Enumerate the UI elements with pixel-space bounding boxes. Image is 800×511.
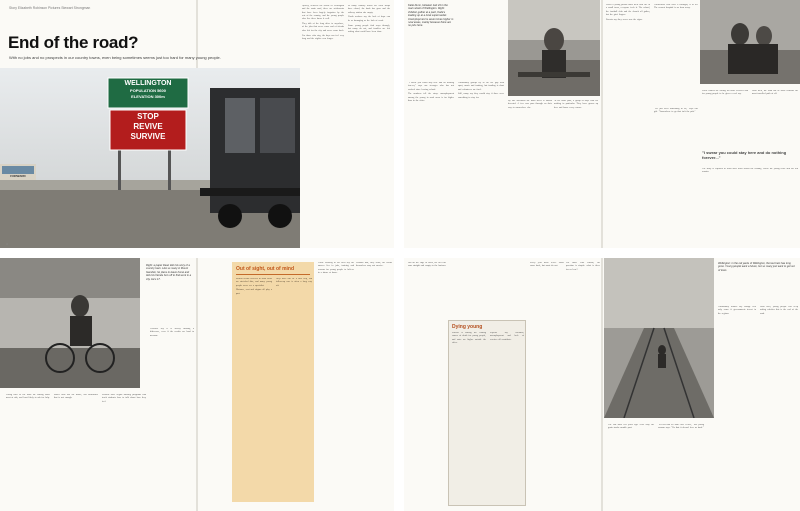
gutter: [601, 0, 603, 248]
girl-on-bench-photo: [508, 0, 600, 96]
body-column: Schools have begun running programs that teach students how to talk about how they feel.: [102, 394, 146, 403]
body-column: Those working in the field say the answer lies in jobs, training and reasons for young people to believe in a future at home.: [318, 262, 354, 274]
town-sign-name: WELLINGTON: [124, 80, 172, 87]
article-headline: End of the road?: [8, 33, 139, 52]
pull-quote: "I swear you could stay here and do nothing forever...": [702, 150, 787, 160]
spread-3: [0, 258, 394, 511]
couple-photo: [700, 0, 800, 84]
spread-4: [404, 258, 800, 511]
body-column: Community leaders say change will only come if governments invest in the regions.: [718, 306, 756, 315]
body-column: When a young person takes their own life in a small town, everyone feels it. The school, the football club and the church all gather, but the grief lingers. Parents say they never saw the signs.: [606, 4, 650, 21]
article-kicker: Story Elizabeth Robinson Pictures Stewart Strongman: [9, 6, 91, 10]
body-column: Until then, the road out of town remains the most travelled path of all.: [752, 90, 798, 96]
town-sign-elevation: ELEVATION 300m: [131, 94, 165, 99]
page-number: 4: [6, 242, 8, 246]
sidebar-text: Help lines can be a first step, but follow-up care is often a long way off.: [276, 278, 312, 287]
body-column: By late afternoon the main street is almost deserted. A few cars pass through on their way to somewhere else.: [508, 100, 552, 109]
sidebar-rule: [236, 274, 310, 275]
body-column: "It's not that we don't love it here," one young woman says. "It's that it doesn't love us back.": [658, 424, 704, 430]
tracks-photo-art: [604, 258, 714, 418]
road-sign-survive: SURVIVE: [130, 132, 166, 141]
body-column: Young men in the bush are among those most at risk, and least likely to ask for help.: [6, 394, 50, 400]
body-column: "We just need something to do," says one girl. "Somewhere to go that isn't the pub.": [654, 108, 698, 114]
photo-caption: Wellington: in the rail yards of Wellington, the last train has long gone. Young people want a future, but so many just want to get out of town.: [718, 262, 795, 272]
spread-1: [0, 0, 394, 248]
town-sign-population: POPULATION 5600: [130, 88, 166, 93]
sidebar-title: Out of sight, out of mind: [236, 266, 295, 272]
photo-caption: Katie Dunn, between 1ed 24 in the main street of Wellington. Right: children gather at a park, Katie's loading up at a local supermarket. Unemployment is seven times higher in rural areas, mainly because there are no jobs here.: [408, 4, 454, 28]
body-column: Local leaders are calling for more services and for young people to be given a real say.: [702, 90, 748, 96]
body-column: The story is repeated in town after town across the country, where the young leave and the old remain.: [702, 168, 798, 174]
body-column: For those who remain, the question is simple: what is there for us here?: [566, 262, 600, 271]
info-box-text: Suicide is among the leading causes of death for young people, and rates are higher outside the cities.: [452, 332, 486, 344]
info-box-text: Experts say isolation, unemployment and lack of services all contribute.: [490, 332, 524, 341]
boy-on-bike-photo: [0, 258, 140, 388]
body-column: Every year more leave. Some come back, but most do not.: [530, 262, 564, 268]
body-column: Out on the edge of town, the rail line runs straight and empty to the horizon.: [408, 262, 446, 268]
gutter: [601, 258, 603, 511]
body-column: At the skate park, a group of boys wait for nothing in particular. They have grown up here and know every corner.: [554, 100, 598, 109]
info-box-title: Dying young: [452, 324, 483, 330]
spread-2: [404, 0, 800, 248]
sidebar-text: Mental health services in rural areas are stretched thin, and many young people never see a specialist. Distance, cost and stigma all play a part.: [236, 278, 272, 295]
girl-on-bench-photo-art: [508, 0, 600, 96]
photo-caption: Right: a paper Dean tells his story of a country town. Like so many in Mount Gambier, he plans to leave home and tells his friends he's off to find work in a city. He's 17.: [146, 264, 192, 281]
billboard-label: FORWARD: [10, 174, 26, 178]
tracks-photo: [604, 258, 714, 418]
body-column: In many country towns the local shops have closed, the bank has gone and the railway station sits empty. Youth workers say the lack of hope can be as damaging as the lack of work. Some young people find ways through, but many do not, and families are left asking what could have been done.: [348, 5, 390, 34]
body-column: Teachers say it is slowly making a difference, even if the results are hard to measure.: [150, 328, 194, 337]
body-column: Mates look out for mates, but sometimes that is not enough.: [54, 394, 98, 400]
road-sign-revive: REVIVE: [133, 122, 163, 131]
body-column: Counsellors visit once a fortnight, if at all. The nearest hospital is an hour away.: [654, 4, 698, 10]
body-column: Community groups try to fill the gap with sport, music and training, but funding is short and volunteers are tired. Still, many say they would stay if there were something to stay for.: [458, 82, 504, 99]
road-sign-stop: STOP: [137, 112, 159, 121]
couple-photo-art: [700, 0, 800, 84]
boy-on-bike-photo-art: [0, 258, 140, 388]
body-column: The last train left years ago. Now only the grain trucks rumble past.: [608, 424, 654, 430]
body-column: Without that, they warn, the towns themselves may not survive.: [356, 262, 392, 268]
body-column: Quietly, between the towns of Wellington and the main road, there are settlements that have been largely forgotten by the rest of the country, and the young people who live there know it well. They talk of the long drive to anywhere, of the jobs that never come and of friends who left for the city and never came back. For those who stay, the days can feel very long and the nights even longer.: [302, 5, 344, 40]
body-column: "I swear you could stay here and do nothing forever," says one teenager who has not worked since leaving school. The numbers tell the story: unemployment among the young in rural areas is far higher than in the cities.: [408, 82, 454, 103]
gutter: [196, 258, 198, 511]
article-standfirst: With no jobs and no prospects in our country towns, even being sometimes seems just too hard for many young people.: [9, 55, 221, 60]
body-column: Until then, young people will keep asking whether this is the end of the road.: [760, 306, 798, 315]
